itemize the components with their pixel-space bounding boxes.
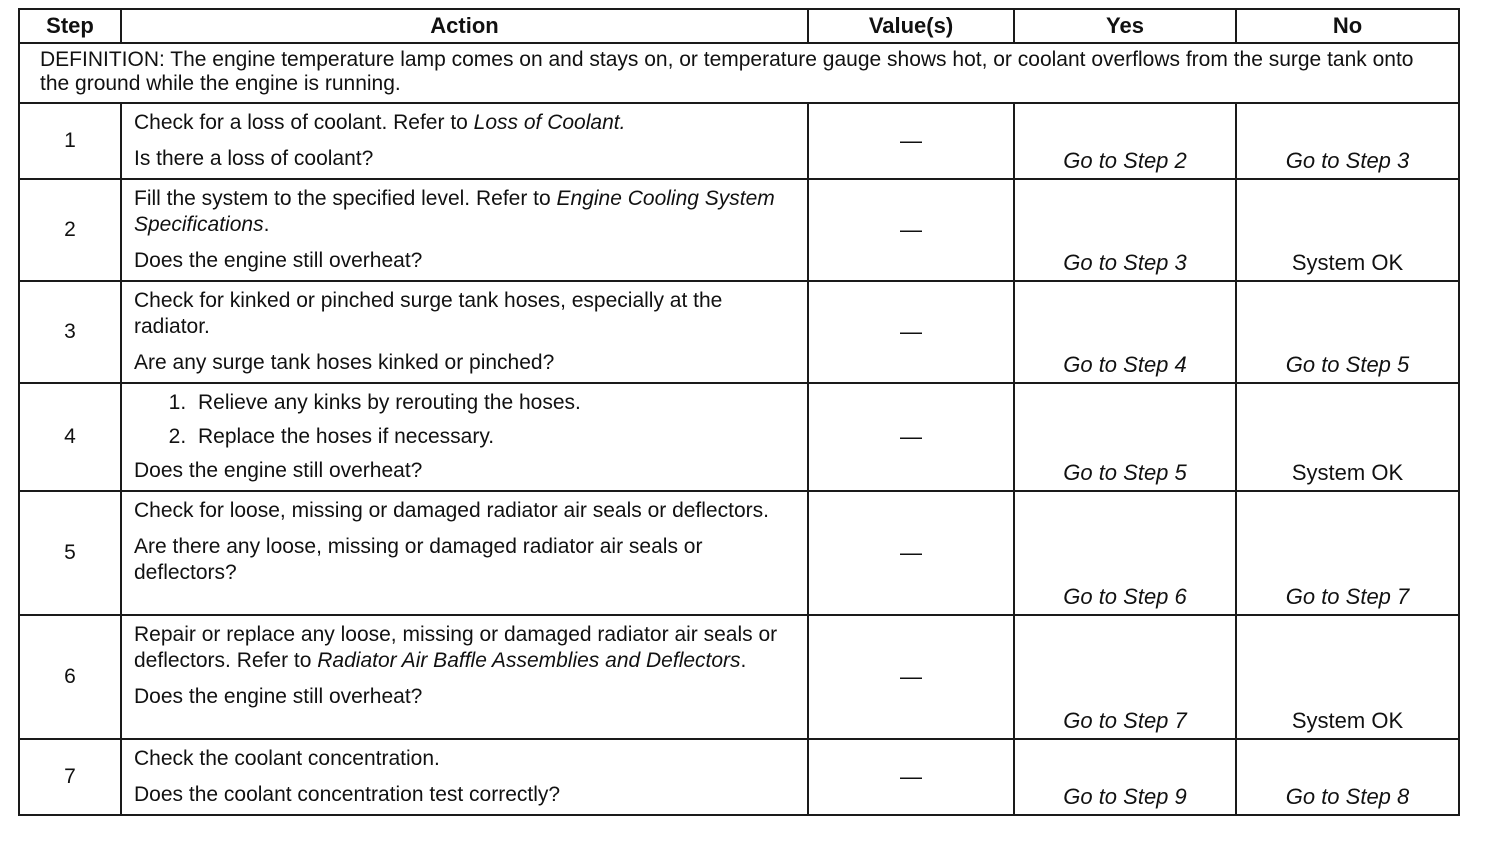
yes-outcome: Go to Step 7: [1014, 615, 1236, 739]
step-value: —: [808, 179, 1014, 281]
action-text: [134, 622, 797, 674]
yes-outcome: Go to Step 6: [1014, 491, 1236, 615]
action-text: [134, 186, 797, 238]
step-action: [121, 739, 808, 815]
action-reference: Engine Cooling System Specifications: [134, 187, 775, 236]
action-question: Are there any loose, missing or damaged radiator air seals or deflectors?: [134, 535, 703, 584]
action-text: Check the coolant concentration.: [134, 747, 440, 770]
step-action: [121, 103, 808, 179]
list-item: 2. Replace the hoses if necessary.: [192, 424, 797, 450]
step-number: 4: [19, 383, 121, 491]
yes-outcome: Go to Step 9: [1014, 739, 1236, 815]
action-question: Does the engine still overheat?: [134, 459, 423, 482]
step-value: —: [808, 383, 1014, 491]
action-text-part: Repair or replace any loose, missing or damaged radiator air seals or deflectors. Refer to: [134, 623, 778, 672]
step-action: [121, 491, 808, 615]
step-number: 1: [19, 103, 121, 179]
action-question: Are any surge tank hoses kinked or pinched?: [134, 351, 555, 374]
step-number: 3: [19, 281, 121, 383]
yes-outcome: Go to Step 2: [1014, 103, 1236, 179]
table-row: [19, 103, 1459, 179]
action-question: Does the engine still overheat?: [134, 685, 423, 708]
action-reference: Loss of Coolant.: [473, 111, 626, 134]
action-question: Does the engine still overheat?: [134, 249, 423, 272]
step-number: 5: [19, 491, 121, 615]
step-value: —: [808, 281, 1014, 383]
no-outcome: System OK: [1236, 383, 1459, 491]
action-text-part: .: [263, 213, 270, 236]
step-action: [121, 383, 808, 491]
yes-outcome: Go to Step 5: [1014, 383, 1236, 491]
action-text-part: Fill the system to the specified level. Refer to: [134, 187, 557, 210]
yes-outcome: Go to Step 4: [1014, 281, 1236, 383]
step-action: [121, 179, 808, 281]
action-text: [134, 110, 797, 136]
table-row: [19, 179, 1459, 281]
table-row: [19, 383, 1459, 491]
table-row: [19, 615, 1459, 739]
no-outcome: Go to Step 5: [1236, 281, 1459, 383]
no-outcome: System OK: [1236, 615, 1459, 739]
header-step: Step: [19, 9, 121, 43]
action-list: [134, 390, 797, 450]
definition-text: DEFINITION: The engine temperature lamp comes on and stays on, or temperature gauge shows hot, or coolant overflows from the surge tank onto the ground while the engine is running.: [19, 43, 1459, 103]
header-values: Value(s): [808, 9, 1014, 43]
action-text-part: .: [740, 649, 747, 672]
step-value: —: [808, 739, 1014, 815]
action-text-part: Check for a loss of coolant. Refer to: [134, 111, 474, 134]
step-action: [121, 615, 808, 739]
header-yes: Yes: [1014, 9, 1236, 43]
no-outcome: Go to Step 7: [1236, 491, 1459, 615]
diagnostic-table-container: [18, 8, 1458, 816]
action-question: Does the coolant concentration test correctly?: [134, 783, 561, 806]
definition-row: [19, 43, 1459, 103]
step-value: —: [808, 491, 1014, 615]
step-value: —: [808, 103, 1014, 179]
action-reference: Radiator Air Baffle Assemblies and Deflectors: [317, 649, 741, 672]
no-outcome: System OK: [1236, 179, 1459, 281]
step-action: [121, 281, 808, 383]
table-row: [19, 281, 1459, 383]
action-text: Check for loose, missing or damaged radiator air seals or deflectors.: [134, 499, 769, 522]
header-no: No: [1236, 9, 1459, 43]
yes-outcome: Go to Step 3: [1014, 179, 1236, 281]
table-row: [19, 491, 1459, 615]
table-row: [19, 739, 1459, 815]
action-question: Is there a loss of coolant?: [134, 147, 374, 170]
no-outcome: Go to Step 8: [1236, 739, 1459, 815]
action-text: Check for kinked or pinched surge tank hoses, especially at the radiator.: [134, 289, 723, 338]
list-item: 1. Relieve any kinks by rerouting the hoses.: [192, 390, 797, 416]
diagnostic-table: [18, 8, 1460, 816]
header-action: Action: [121, 9, 808, 43]
step-value: —: [808, 615, 1014, 739]
step-number: 2: [19, 179, 121, 281]
no-outcome: Go to Step 3: [1236, 103, 1459, 179]
header-row: [19, 9, 1459, 43]
step-number: 6: [19, 615, 121, 739]
step-number: 7: [19, 739, 121, 815]
